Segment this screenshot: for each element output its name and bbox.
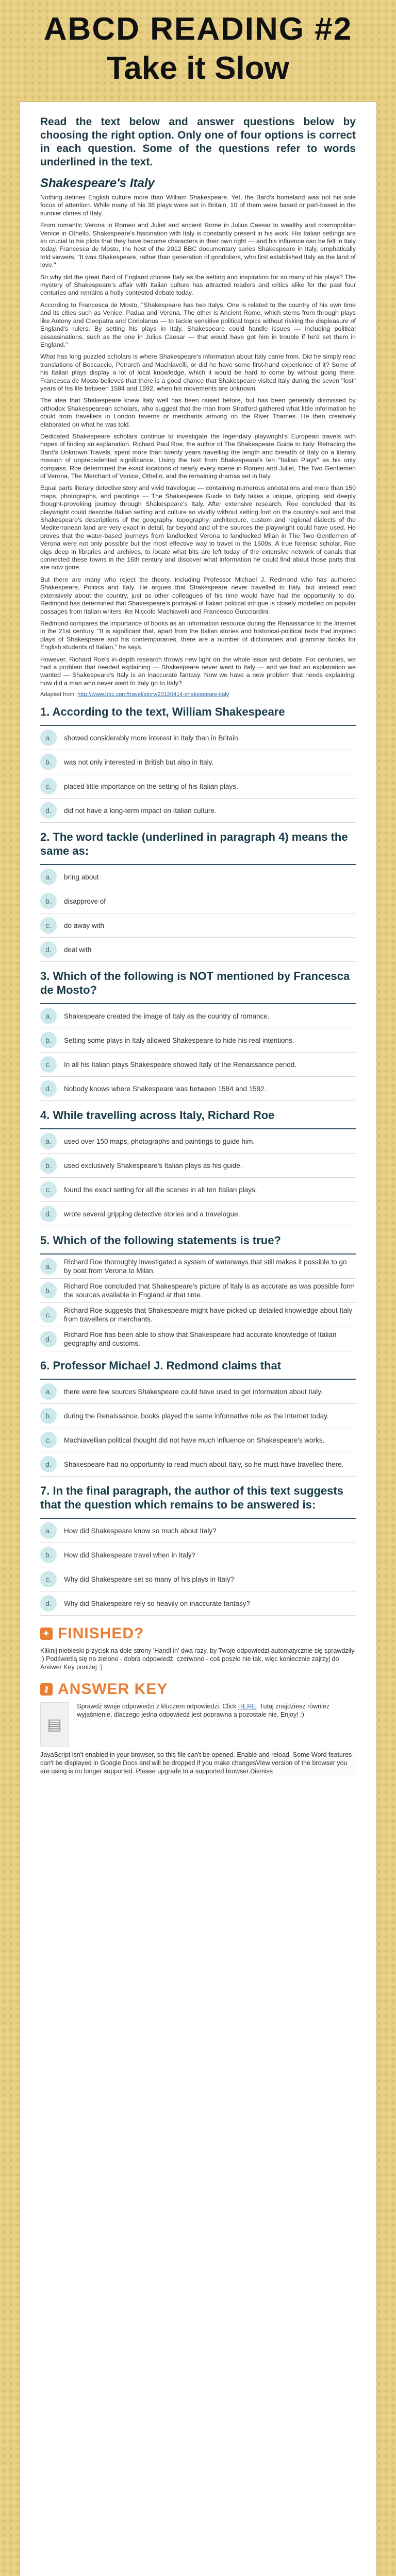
option-text: Machiavellian political thought did not have much influence on Shakespeare's works. [64, 1436, 325, 1444]
option-letter[interactable]: d. [40, 1595, 57, 1612]
option-letter[interactable]: a. [40, 730, 57, 746]
option-letter[interactable]: b. [40, 1547, 57, 1563]
answer-key-heading [40, 1681, 356, 1698]
answer-key-block [40, 1702, 356, 1747]
option-letter[interactable]: d. [40, 941, 57, 958]
option-text: Richard Roe thoroughly investigated a system of waterways that still makes it possible to go by boat from Verona to Milan. [64, 1258, 347, 1275]
option-text: found the exact setting for all the scenes in all ten Italian plays. [64, 1185, 257, 1194]
option-letter[interactable]: d. [40, 1331, 57, 1347]
paragraph: Nothing defines English culture more than William Shakespeare. Yet, the Bard's homeland was not his sole focus of attention. While many of his 38 plays were set in Britain, 10 of them were based or part-based in the sunnier climes of Italy. [40, 194, 356, 217]
finished-title: FINISHED? [58, 1625, 144, 1642]
questions-list [20, 705, 376, 1616]
paragraph: Dedicated Shakespeare scholars continue to investigate the legendary playwright's European travels with hopes of finding an explanation. Richard Paul Roe, the author of The Shakespeare Guide to Italy: Retracing the Bard's Unknown Travels, spent more than twenty years travelling the length and breadth of Italy on a literary mission of unprecedented significance. Using the text from Shakespeare's ten "Italian Plays" as his only compass, Roe determined the exact locations of nearly every scene in Romeo and Juliet, The Two Gentlemen of Verona, The Merchant of Venice, Othello, and the remaining dramas set in Italy. [40, 432, 356, 480]
option-text: Richard Roe suggests that Shakespeare might have picked up detailed knowledge about Italy from travellers or merchants. [64, 1307, 353, 1324]
option-letter[interactable]: c. [40, 1056, 57, 1073]
option-letter[interactable]: c. [40, 1571, 57, 1587]
option-letter[interactable]: c. [40, 1307, 57, 1323]
answer-option[interactable] [40, 1279, 356, 1303]
finished-heading [40, 1625, 356, 1642]
story-title: Shakespeare's Italy [40, 176, 155, 190]
option-text: Richard Roe concluded that Shakespeare's picture of Italy is as accurate as was possible form the sources available in England at that time. [64, 1282, 355, 1299]
option-text: Shakespeare created the image of Italy as the country of romance. [64, 1012, 270, 1020]
option-letter[interactable]: a. [40, 1258, 57, 1275]
option-letter[interactable]: a. [40, 1133, 57, 1149]
question-title: 5. Which of the following statements is true? [40, 1234, 281, 1247]
option-text: do away with [64, 921, 105, 929]
option-text: during the Renaissance, books played the same informative role as the Internet today. [64, 1412, 329, 1420]
option-text: used over 150 maps, photographs and paintings to guide him. [64, 1137, 255, 1145]
option-text: did not have a long-term impact on Italian culture. [64, 806, 217, 815]
option-text: was not only interested in British but also in Italy. [64, 758, 214, 766]
option-text: Shakespeare had no opportunity to read much about Italy, so he must have travelled there. [64, 1460, 344, 1468]
question-block [40, 969, 356, 1101]
answer-option[interactable] [40, 1380, 356, 1404]
finished-text: Kliknij niebieski przycisk na dole strony 'Handl in' dwa razy, by Twoje odpowiedzi automatycznie się sprawdziły :) Podświetlą się na zielono - dobra odpowiedź, czerwono - coś poszło nie tak, więc koniecznie zajrzyj do Answer Key poniżej :) [40, 1647, 355, 1671]
paragraph: So why did the great Bard of England choose Italy as the setting and inspiration for so many of his plays? The mystery of Shakespeare's affair with Italian culture has attracted readers and critics alike for the past four centuries and remains a hotly contested debate today. [40, 273, 356, 297]
paragraph: Equal parts literary detective story and vivid travelogue — containing numerous annotations and more than 150 maps, photographs, and paintings — The Shakespeare Guide to Italy takes a unique, gripping, and deeply thought-provoking journey through Shakespeare's Italy. After extensive research, Roe concluded that its playwright could describe Italian setting and culture so vividly without setting foot on the country's soil and that Shakespeare's descriptions of the geography, topography, architecture, custom and regional dialects of the Mediterranean land are very exact in detail, far beyond and of the sources the playwright could have used. He proves that the water-based journeys from landlocked Verona to landlocked Milan in The Two Gentlemen of Verona were not only possible but the most effective way to travel in the 1500s. A true forensic scholar, Roe digs deep in libraries and archives, to locate what bits are left today of the extensive network of canals that connected these towns in the 16th century and discover what information he could find about those parts that are now gone. [40, 484, 356, 571]
answer-option[interactable] [40, 1154, 356, 1178]
answer-option[interactable] [40, 1519, 356, 1543]
option-text: Why did Shakespeare set so many of his plays in Italy? [64, 1575, 235, 1583]
option-text: Nobody knows where Shakespeare was between 1584 and 1592. [64, 1084, 267, 1093]
question-title: 3. Which of the following is NOT mentioned by Francesca de Mosto? [40, 970, 350, 997]
option-letter[interactable]: b. [40, 1032, 57, 1048]
option-letter[interactable]: a. [40, 1383, 57, 1400]
answer-option[interactable] [40, 774, 356, 799]
option-letter[interactable]: a. [40, 869, 57, 885]
paragraph: What has long puzzled scholars is where Shakespeare's information about Italy came from. Did he simply read translations of Boccaccio, Petrarch and Machiavelli, or did he have some first-hand experience of it? Some of his Italian plays display a lot of local knowledge, which it would be hard to come by without going there. Francesca de Mosto believes that there is a good chance that Shakespeare visited Italy during the seven "lost" years of his life between 1584 and 1592, when his movements are unknown. [40, 353, 356, 392]
answer-option[interactable] [40, 1077, 356, 1101]
answer-key-title: ANSWER KEY [58, 1681, 168, 1698]
paragraph: However, Richard Roe's in-depth research throws new light on the whole issue and debate. For centuries, we had a problem that needed explaining — Shakespeare never went to Italy — and we had an explanation we wanted — Shakespeare's Italy is an inaccurate fantasy. Now we have a new problem that needs explaining: how did a man who never went to Italy go to Italy? [40, 655, 356, 687]
paragraph: But there are many who reject the theory, including Professor Michael J. Redmond who has authored Shakespeare, Politics and Italy. He argues that Shakespeare never travelled to Italy, but instead read extensively about the country, just as other colleagues of his time would have had the opportunity to do. Redmond has determined that Shakespeare's portrayal of Italian political intrigue is closely modelled on popular passages from Italian writers like Niccolo Machiavelli and Francesco Guicciardini. [40, 575, 356, 615]
answer-key-text-after: . Tutaj znajdziesz również wyjaśnienie, dlaczego jedna odpowiedź jest poprawna a pozostałe nie. Enjoy! :) [77, 1703, 330, 1719]
answer-option[interactable] [40, 1178, 356, 1202]
answer-option[interactable] [40, 1543, 356, 1567]
page-header [0, 0, 396, 93]
option-letter[interactable]: c. [40, 1181, 57, 1198]
document-icon: ▤ [40, 1702, 69, 1747]
option-text: Richard Roe has been able to show that Shakespeare had accurate knowledge of Italian geography and customs. [64, 1331, 337, 1348]
question-title: 2. The word tackle (underlined in paragraph 4) means the same as: [40, 831, 348, 858]
option-text: wrote several gripping detective stories and a travelogue. [64, 1210, 240, 1218]
option-text: Setting some plays in Italy allowed Shakespeare to hide his real intentions. [64, 1036, 294, 1044]
answer-key-link[interactable]: HERE [238, 1703, 256, 1710]
option-letter[interactable]: d. [40, 1080, 57, 1097]
answer-option[interactable] [40, 750, 356, 774]
answer-option[interactable] [40, 1129, 356, 1154]
option-letter[interactable]: b. [40, 1408, 57, 1424]
answer-option[interactable] [40, 1404, 356, 1428]
answer-option[interactable] [40, 938, 356, 962]
worksheet-title: ABCD READING #2 [43, 11, 353, 47]
key-icon: ⚷ [40, 1683, 53, 1696]
paragraph: From romantic Verona in Romeo and Juliet and ancient Rome in Julius Caesar to wealthy and cosmopolitan Venice in Othello, Shakespeare's fascination with Italy is constantly present in his work. His Italian settings are so crucial to his plots that they have become characters in their own right — and his influence can be felt in Italy today. Francesca de Mosto, the host of the 2012 BBC documentary series Shakespeare in Italy, emphatically told viewers, "It was Shakespeare, rather than generation of gondoliers, who first established Italy as the land of love." [40, 222, 356, 269]
source-link[interactable]: http://www.bbc.com/travel/story/20120414-shakespeare-italy [77, 691, 229, 698]
question-block [40, 1108, 356, 1226]
option-letter[interactable]: a. [40, 1522, 57, 1539]
option-text: deal with [64, 945, 92, 954]
worksheet-subtitle: Take it Slow [107, 50, 289, 86]
answer-option[interactable] [40, 726, 356, 750]
option-letter[interactable]: c. [40, 778, 57, 794]
paragraph: The idea that Shakespeare knew Italy well has been raised before, but has been generally dismissed by orthodox Shakespearean scholars, who suggest that the man from Stratford gathered what little information he could from travellers in London taverns or merchants arriving on the River Thames. He then creatively elaborated on what he was told. [40, 397, 356, 428]
answer-option[interactable] [40, 1053, 356, 1077]
option-text: there were few sources Shakespeare could have used to get information about Italy. [64, 1387, 323, 1396]
answer-option[interactable] [40, 1327, 356, 1351]
option-text: disapprove of [64, 897, 106, 905]
answer-option[interactable] [40, 1202, 356, 1226]
paragraph: According to Francesca de Mosto, "Shakespeare has two Italys. One is related to the country of his own time and its cities such as Venice, Padua and Verona. The other is Ancient Rome, which stems from through plays like Antony and Cleopatra and Coriolanus — to tackle sensitive political topics without risking the displeasure of England's rulers. By setting his plays in Italy, Shakespeare could handle issues — including political assassinations, such as the one in Julius Caesar — that would have got him in trouble if he'd set them in England." [40, 301, 356, 348]
option-letter[interactable]: c. [40, 1432, 57, 1448]
option-letter[interactable]: d. [40, 802, 57, 819]
option-text: Why did Shakespeare rely so heavily on inaccurate fantasy? [64, 1599, 250, 1607]
answer-option[interactable] [40, 1004, 356, 1028]
reading-text [20, 176, 376, 687]
answer-option[interactable] [40, 1567, 356, 1591]
option-letter[interactable]: b. [40, 754, 57, 770]
worksheet-page [20, 102, 376, 2576]
option-text: How did Shakespeare know so much about Italy? [64, 1527, 217, 1535]
question-block [40, 1233, 356, 1351]
answer-option[interactable] [40, 913, 356, 938]
question-block [40, 1359, 356, 1477]
question-title: 6. Professor Michael J. Redmond claims that [40, 1359, 282, 1372]
option-letter[interactable]: d. [40, 1206, 57, 1222]
instructions: Read the text below and answer questions below by choosing the right option. Only one of four options is correct in each question. Some of the questions refer to words underlined in the text. [40, 116, 356, 168]
source-label: Adapted from: [40, 691, 76, 698]
paragraph: Redmond compares the importance of books as an information resource during the Renaissance to the Internet in the 21st century. "It is significant that, apart from the Italian stories and historical-political texts that inspired plays of Shakespeare and his contemporaries, there are a number of dictionaries and grammar books for English students of Italian," he says. [40, 619, 356, 651]
option-text: showed considerably more interest in Italy than in Britain. [64, 734, 240, 742]
question-title: 4. While travelling across Italy, Richard Roe [40, 1109, 275, 1122]
option-text: bring about [64, 873, 99, 881]
option-letter[interactable]: c. [40, 917, 57, 934]
option-text: used exclusively Shakespeare's Italian plays as his guide. [64, 1161, 242, 1170]
question-title: 7. In the final paragraph, the author of this text suggests that the question which remains to be answered is: [40, 1484, 343, 1512]
source-note [40, 691, 356, 698]
answer-option[interactable] [40, 1028, 356, 1053]
option-text: How did Shakespeare travel when in Italy? [64, 1551, 196, 1559]
question-block [40, 1484, 356, 1616]
answer-option[interactable] [40, 1255, 356, 1279]
answer-option[interactable] [40, 1428, 356, 1452]
option-letter[interactable]: a. [40, 1008, 57, 1024]
answer-option[interactable] [40, 865, 356, 889]
answer-option[interactable] [40, 1452, 356, 1477]
option-letter[interactable]: b. [40, 893, 57, 909]
option-letter[interactable]: b. [40, 1157, 57, 1174]
option-text: placed little importance on the setting of his Italian plays. [64, 782, 238, 790]
question-title: 1. According to the text, William Shakespeare [40, 705, 285, 719]
option-text: In all his Italian plays Shakespeare showed Italy of the Renaissance period. [64, 1060, 297, 1069]
javascript-warning: JavaScript isn't enabled in your browser, so this file can't be opened. Enable and reload. Some Word features can't be displayed in Google Docs and will be dropped if you make changesView version of the browser you are using is no longer supported. Please upgrade to a supported browser.Dismiss [40, 1751, 356, 1775]
answer-key-text [77, 1702, 356, 1747]
question-block [40, 830, 356, 962]
lightbulb-icon: ✦ [40, 1628, 53, 1640]
option-letter[interactable]: b. [40, 1282, 57, 1299]
answer-option[interactable] [40, 799, 356, 823]
question-block [40, 705, 356, 823]
answer-option[interactable] [40, 1591, 356, 1616]
answer-option[interactable] [40, 1303, 356, 1327]
answer-key-text-before: Sprawdź swoje odpowiedzi z kluczem odpowiedzi. Click [77, 1703, 237, 1710]
option-letter[interactable]: d. [40, 1456, 57, 1472]
answer-option[interactable] [40, 889, 356, 913]
